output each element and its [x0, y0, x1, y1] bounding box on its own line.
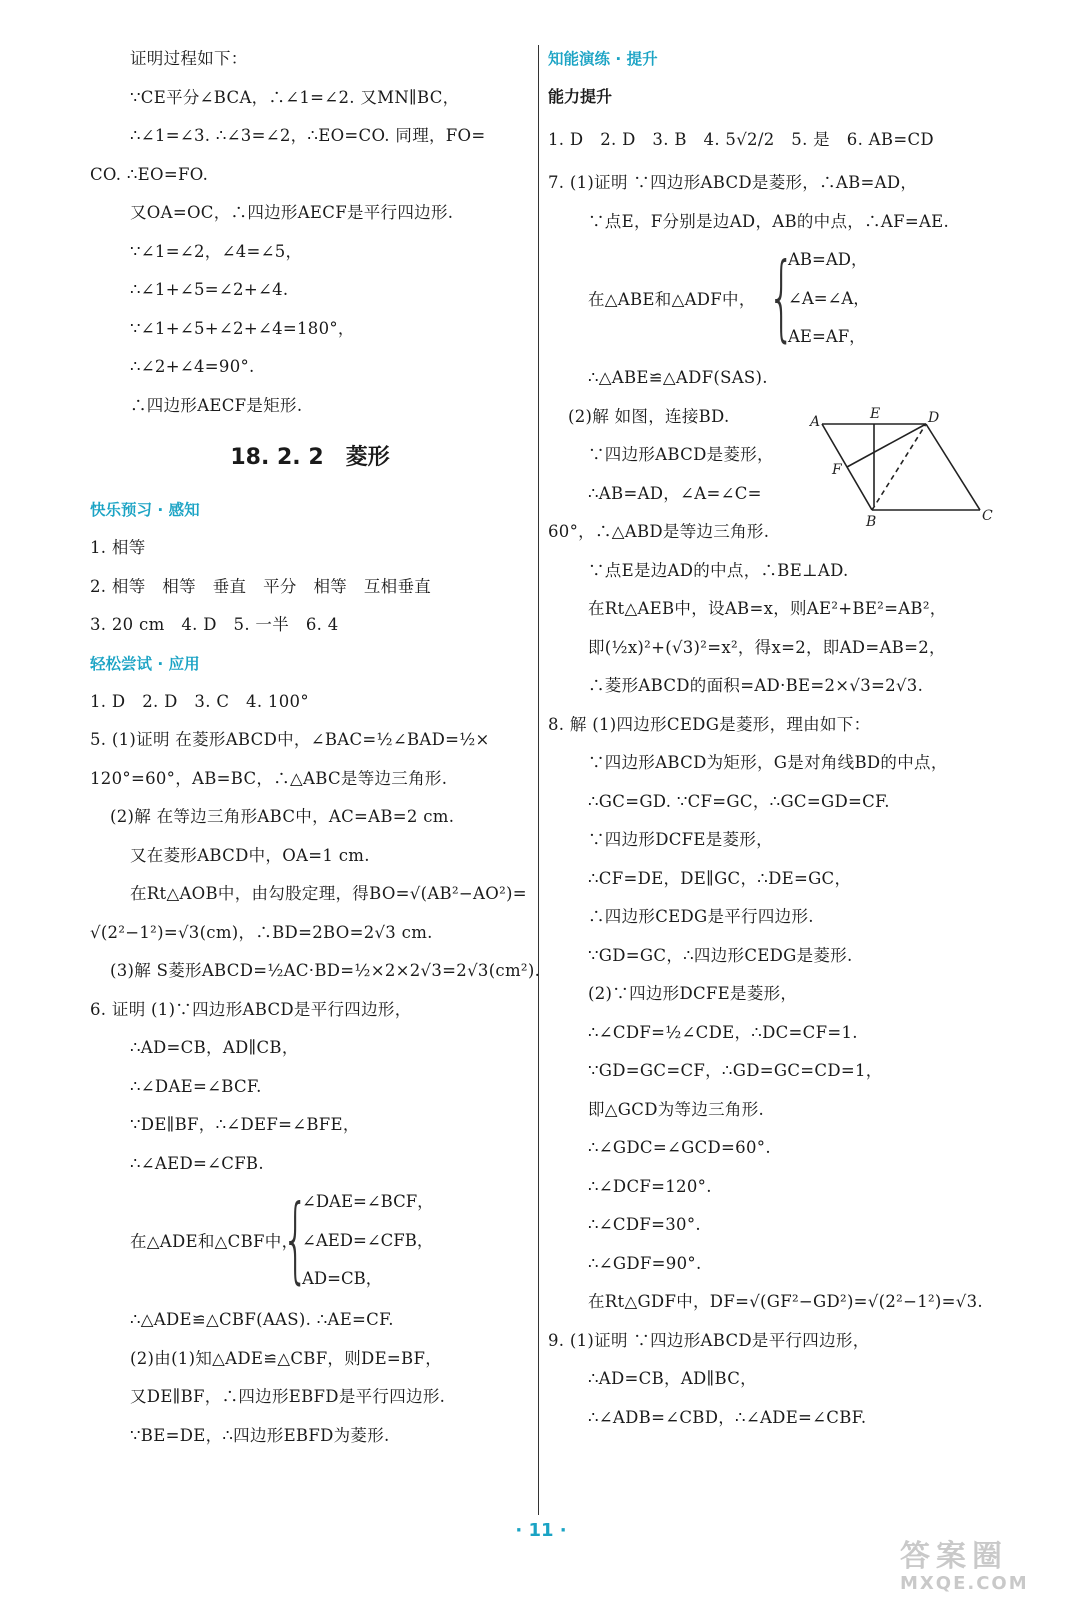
text-line: ∴四边形AECF是矩形.: [130, 395, 303, 415]
answer-line: (2)解 如图，连接BD.: [568, 406, 730, 426]
answer-line: 即△GCD为等边三角形.: [588, 1099, 765, 1119]
answer-line: 60°，∴△ABD是等边三角形.: [548, 522, 770, 541]
label-b: B: [866, 514, 877, 530]
answer-line: ∴∠CDF=½∠CDE，∴DC=CF=1.: [588, 1022, 858, 1042]
answer-line: 6. 证明 (1)∵四边形ABCD是平行四边形，: [90, 999, 412, 1019]
answer-line: (2)由(1)知△ADE≌△CBF，则DE=BF，: [130, 1348, 443, 1368]
answer-line: 又在菱形ABCD中，OA=1 cm.: [130, 845, 370, 865]
answer-line: ∴GC=GD. ∵CF=GC，∴GC=GD=CF.: [588, 791, 890, 811]
brace-item: ∠A=∠A，: [788, 288, 870, 308]
answer-line: ∴四边形CEDG是平行四边形.: [588, 907, 814, 926]
answer-line: ∴△ADE≌△CBF(AAS). ∴AE=CF.: [130, 1310, 394, 1329]
text-line: ∴∠1+∠5=∠2+∠4.: [130, 280, 289, 299]
answer-line: 8. 解 (1)四边形CEDG是菱形，理由如下：: [548, 714, 871, 734]
section-title: 18. 2. 2 菱形: [230, 445, 390, 470]
answer-line: ∴∠AED=∠CFB.: [130, 1153, 264, 1173]
answer-line: ∴∠CDF=30°.: [588, 1215, 701, 1234]
answer-line: 又DE∥BF，∴四边形EBFD是平行四边形.: [130, 1387, 446, 1406]
answer-line: 1. 相等: [90, 538, 146, 557]
watermark-text: 答案圈: [900, 1539, 1008, 1574]
brace-items: [788, 241, 870, 357]
answer-line: ∵GD=GC=CF，∴GD=GC=CD=1，: [588, 1061, 883, 1080]
left-column: [90, 40, 541, 1455]
text-line: 又OA=OC，∴四边形AECF是平行四边形.: [130, 203, 454, 222]
text-line: ∵∠1=∠2，∠4=∠5，: [130, 241, 303, 261]
brace-item: AB=AD，: [788, 250, 868, 269]
text-line: ∴∠2+∠4=90°.: [130, 357, 255, 376]
section-heading: 快乐预习 · 感知: [90, 501, 200, 519]
answer-line: ∴菱形ABCD的面积=AD·BE=2×√3=2√3.: [588, 676, 924, 695]
text-line: CO. ∴EO=FO.: [90, 164, 209, 184]
label-e: E: [870, 406, 881, 422]
answer-line: ∴∠DAE=∠BCF.: [130, 1076, 262, 1096]
brace-system: [548, 241, 1048, 359]
answer-line: 7. (1)证明 ∵四边形ABCD是菱形，∴AB=AD，: [548, 173, 918, 192]
answer-line: 在Rt△AOB中，由勾股定理，得BO=√(AB²−AO²)=: [130, 884, 527, 903]
answer-line: (3)解 S菱形ABCD=½AC·BD=½×2×2√3=2√3(cm²).: [110, 961, 541, 980]
answer-line: 5. (1)证明 在菱形ABCD中，∠BAC=½∠BAD=½×: [90, 730, 490, 749]
answer-line: ∵四边形ABCD为矩形，G是对角线BD的中点，: [588, 753, 948, 772]
brace-item: AD=CB，: [302, 1269, 383, 1288]
answer-line: √(2²−1²)=√3(cm)，∴BD=2BO=2√3 cm.: [90, 922, 433, 942]
answer-line: 9. (1)证明 ∵四边形ABCD是平行四边形，: [548, 1330, 870, 1350]
brace-items: [302, 1183, 434, 1299]
watermark-url: MXQE.COM: [900, 1573, 1029, 1594]
subsection-heading: 能力提升: [548, 87, 613, 106]
brace-lead: 在△ABE和△ADF中，: [588, 290, 756, 309]
answer-line: ∵BE=DE，∴四边形EBFD为菱形.: [130, 1425, 390, 1445]
section-heading: 轻松尝试 · 应用: [90, 654, 200, 673]
brace-item: AE=AF，: [788, 327, 866, 346]
diagonal-bd: [872, 424, 926, 510]
brace-item: ∠AED=∠CFB，: [302, 1230, 434, 1250]
answer-line: ∵点E，F分别是边AD，AB的中点，∴AF=AE.: [588, 211, 950, 231]
answer-line: ∴∠DCF=120°.: [588, 1176, 712, 1196]
answer-line: ∵GD=GC，∴四边形CEDG是菱形.: [588, 945, 853, 965]
brace-system: [90, 1183, 530, 1301]
label-d: D: [928, 410, 940, 426]
brace-lead: 在△ADE和△CBF中，: [130, 1232, 299, 1251]
column-divider: [538, 45, 539, 1515]
label-f: F: [832, 462, 842, 478]
brace-item: ∠DAE=∠BCF，: [302, 1192, 434, 1211]
rhombus-figure: [808, 402, 998, 532]
watermark-logo: [900, 1540, 1070, 1596]
answer-line: ∴∠GDC=∠GCD=60°.: [588, 1138, 771, 1157]
section-heading: 知能演练 · 提升: [548, 50, 658, 68]
label-a: A: [810, 414, 821, 430]
answer-line: (2)∵四边形DCFE是菱形，: [588, 984, 798, 1003]
page-number: · 11 ·: [515, 1520, 567, 1541]
answer-line: ∵四边形ABCD是菱形，: [588, 445, 774, 464]
answer-line: ∴AB=AD，∠A=∠C=: [588, 483, 762, 503]
answer-line: ∴AD=CB，AD∥CB，: [130, 1038, 299, 1057]
answer-line: ∴AD=CB，AD∥BC，: [588, 1369, 757, 1388]
text-line: 证明过程如下：: [130, 49, 248, 68]
label-c: C: [982, 508, 993, 524]
brace-symbol: {: [282, 1185, 309, 1294]
answer-line: 3. 20 cm 4. D 5. 一半 6. 4: [90, 615, 339, 634]
right-column: [548, 40, 1048, 1437]
edge-dc: [926, 424, 980, 510]
answer-line: ∵DE∥BF，∴∠DEF=∠BFE，: [130, 1115, 360, 1134]
answer-line: ∴CF=DE，DE∥GC，∴DE=GC，: [588, 868, 852, 888]
answer-line: 1. D 2. D 3. C 4. 100°: [90, 691, 309, 711]
answer-line: 120°=60°，AB=BC，∴△ABC是等边三角形.: [90, 768, 448, 788]
answer-line: ∵四边形DCFE是菱形，: [588, 830, 773, 849]
answer-line: ∵点E是边AD的中点，∴BE⊥AD.: [588, 560, 849, 580]
answer-line: (2)解 在等边三角形ABC中，AC=AB=2 cm.: [110, 807, 455, 826]
answer-line: ∴∠GDF=90°.: [588, 1253, 702, 1273]
answer-line: 1. D 2. D 3. B 4. 5√2/2 5. 是 6. AB=CD: [548, 130, 934, 149]
brace-symbol: {: [768, 243, 795, 352]
answer-line: 即(½x)²+(√3)²=x²，得x=2，即AD=AB=2，: [588, 637, 946, 657]
segment-df: [847, 424, 926, 467]
text-line: ∵∠1+∠5+∠2+∠4=180°，: [130, 318, 355, 338]
answer-line: 在Rt△GDF中，DF=√(GF²−GD²)=√(2²−1²)=√3.: [588, 1292, 983, 1311]
text-line: ∵CE平分∠BCA，∴∠1=∠2. 又MN∥BC，: [130, 87, 460, 107]
text-line: ∴∠1=∠3. ∴∠3=∠2，∴EO=CO. 同理，FO=: [130, 126, 486, 145]
answer-line: ∴∠ADB=∠CBD，∴∠ADE=∠CBF.: [588, 1407, 867, 1427]
answer-line: 在Rt△AEB中，设AB=x，则AE²+BE²=AB²，: [588, 599, 947, 618]
answer-line: ∴△ABE≌△ADF(SAS).: [588, 368, 768, 387]
answer-line: 2. 相等 相等 垂直 平分 相等 互相垂直: [90, 576, 432, 596]
